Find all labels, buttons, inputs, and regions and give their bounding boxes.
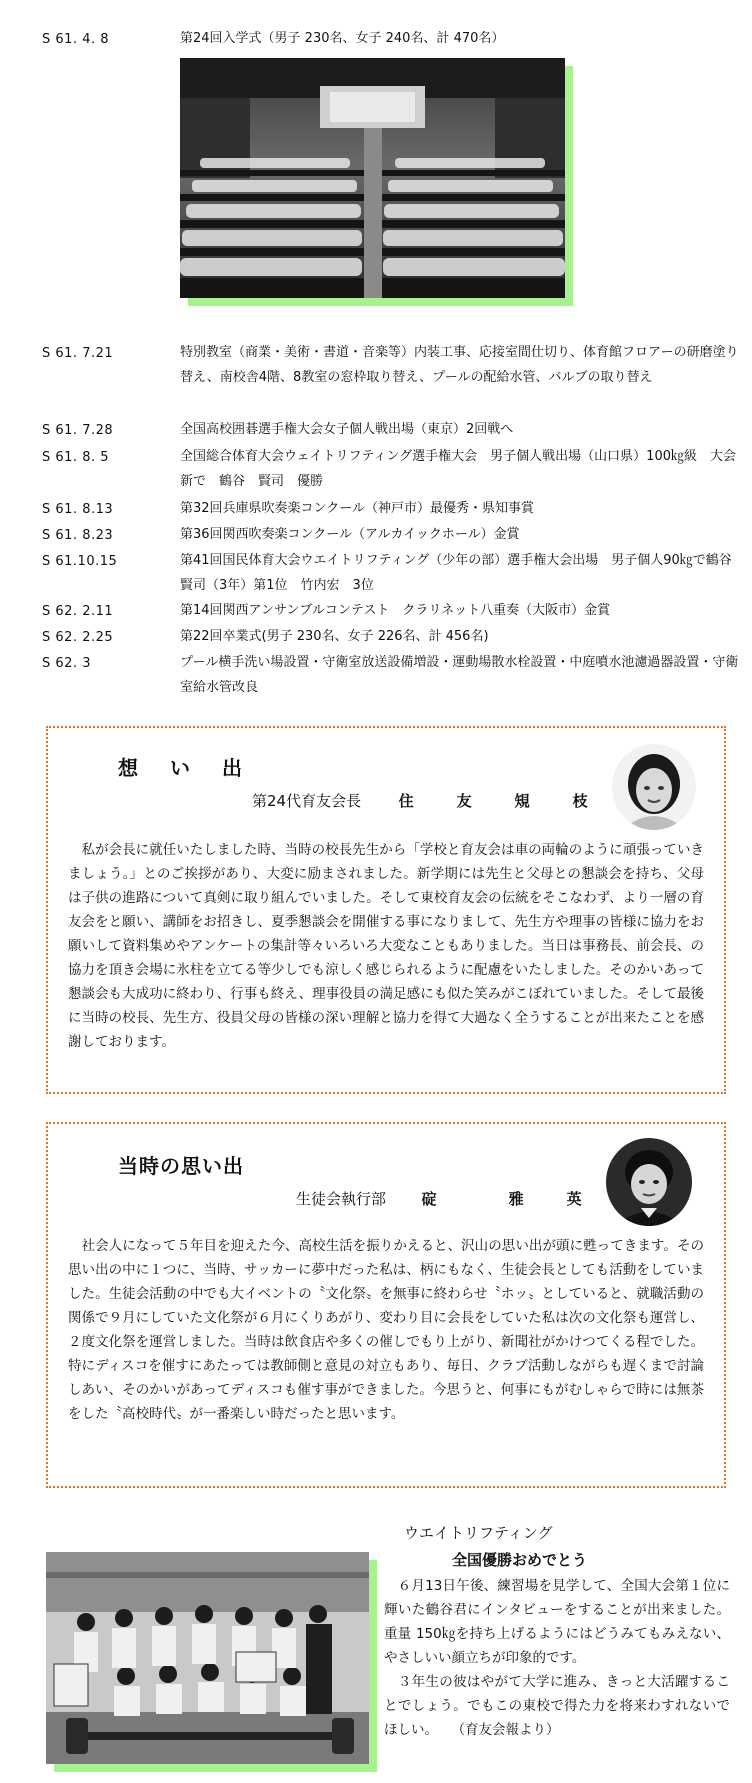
weightlifting-team-photo [46,1552,369,1764]
timeline-date: S 61.10.15 [42,554,118,569]
timeline-event: 第41回国民体育大会ウエイトリフティング（少年の部）選手権大会出場 男子個人90㎏で鶴谷 賢司（3年）第1位 竹内宏 3位 [180,553,745,593]
timeline-event: 特別教室（商業・美術・書道・音楽等）内装工事、応接室間仕切り、体育館フロアーの研磨塗り替え、南校舎4階、8教室の窓枠取り替え、プールの配給水管、バルブの取り替え [180,345,739,385]
timeline-date: S 61. 7.28 [42,423,114,438]
timeline-date: S 61. 7.21 [42,346,114,361]
timeline-event: 第22回卒業式(男子 230名、女子 226名、計 456名) [180,629,489,644]
memoir-2-body: 社会人になって５年目を迎えた今、高校生活を振りかえると、沢山の思い出が頭に甦ってきます。その思い出の中に１つに、当時、サッカーに夢中だった私は、柄にもなく、生徒会長としても活動をしていました。生徒会活動の中でも大イベントの〝文化祭〟を無事に終わらせ〝ホッ〟としていると、就職活動の関係で９月にしていた文化祭が６月にくりあがり、変わり目に会長をしていた私は次の文化祭も運営し、２度文化祭を運営しました。当時は飲食店や多くの催しでもり上がり、新聞社がかけつてくる程でした。特にディスコを催すにあたっては教師側と意見の対立もあり、毎日、クラブ活動しながらも遅くまで討論しあい、そのかいがあってディスコも催す事ができました。今思うと、何事にもがむしゃらで時には無茶をした〝高校時代〟が一番楽しい時だったと思います。 [68,1238,704,1422]
memoir-1-author [252,790,602,811]
timeline-event: プール横手洗い場設置・守衛室放送設備増設・運動場散水栓設置・中庭噴水池濾過器設置・守衛室給水管改良 [180,655,739,695]
timeline-date: S 61. 8.13 [42,502,114,517]
timeline-event: 全国総合体育大会ウェイトリフティング選手権大会 男子個人戦出場（山口県）100㎏級 大会新で 鶴谷 賢司 優勝 [180,449,736,489]
entrance-ceremony-photo [180,58,565,298]
weightlifting-title-line2: 全国優勝おめでとう [452,1551,588,1569]
memoir-2-title: 当時の思い出 [118,1154,244,1178]
memoir-1-title: 想 い 出 [118,756,248,780]
timeline-event: 第14回関西アンサンブルコンテスト クラリネット八重奏（大阪市）金賞 [180,603,611,618]
memoir-1-portrait [612,744,696,830]
timeline-date: S 62. 2.25 [42,630,114,645]
timeline-date: S 62. 3 [42,656,91,671]
memoir-2-portrait [606,1138,692,1226]
timeline-date: S 61. 4. 8 [42,32,109,47]
memoir-1-role: 第24代育友会長 [252,792,362,810]
timeline-event: 第32回兵庫県吹奏楽コンクール（神戸市）最優秀・県知事賞 [180,501,535,516]
memoir-1-body: 私が会長に就任いたしました時、当時の校長先生から「学校と育友会は車の両輪のように頑張っていきましょう。」とのご挨拶があり、大変に励まされました。新学期には先生と父母との懇談会を持ち、父母は子供の進路について真剣に取り組んでいました。そして東校育友会の伝統をそこなわず、より一層の育友会をと願い、講師をお招きし、夏季懇談会を開催する事になりまして、先生方や理事の皆様に協力をお願いして資料集めやアンケートの集計等々いろいろ大変なこともありました。当日は事務長、前会長、の協力を頂き会場に氷柱を立てる等少しでも涼しく感じられるように配慮をいたしました。そのかいあって懇談会も大成功に終わり、行事も終え、理事役員の満足感にも似た笑みがこぼれていました。そして最後に当時の校長、先生方、役員父母の皆様の深い理解と協力を得て大過なく全うすることが出来たことを感謝しております。 [68,842,704,1050]
memoir-2-author [296,1188,596,1209]
memoir-1-name: 住 友 䂓 枝 [398,792,602,810]
timeline-event: 全国高校囲碁選手権大会女子個人戦出場（東京）2回戦へ [180,422,514,437]
timeline-date: S 61. 8. 5 [42,450,109,465]
weightlifting-title-line1: ウエイトリフティング [404,1524,553,1542]
timeline-event: 第24回入学式（男子 230名、女子 240名、計 470名） [180,31,505,46]
timeline-date: S 61. 8.23 [42,528,114,543]
memoir-2-role: 生徒会執行部 [296,1190,387,1208]
timeline-event: 第36回関西吹奏楽コンクール（アルカイックホール）金賞 [180,527,520,542]
memoir-2-name: 碇 雅 英 [421,1190,596,1208]
weightlifting-body: ６月13日午後、練習場を見学して、全国大会第１位に輝いた鶴谷君にインタビューをすることが出来ました。重量 150㎏を持ち上げるようにはどうみてもみえない、やさしいい顔立ちが印象的です。 ３年生の彼はやがて大学に進み、きっと大活躍することでしょう。でもこの東校で得た力を将来わすれないでほしい。 （育友会報より） [384,1578,730,1738]
timeline-date: S 62. 2.11 [42,604,114,619]
